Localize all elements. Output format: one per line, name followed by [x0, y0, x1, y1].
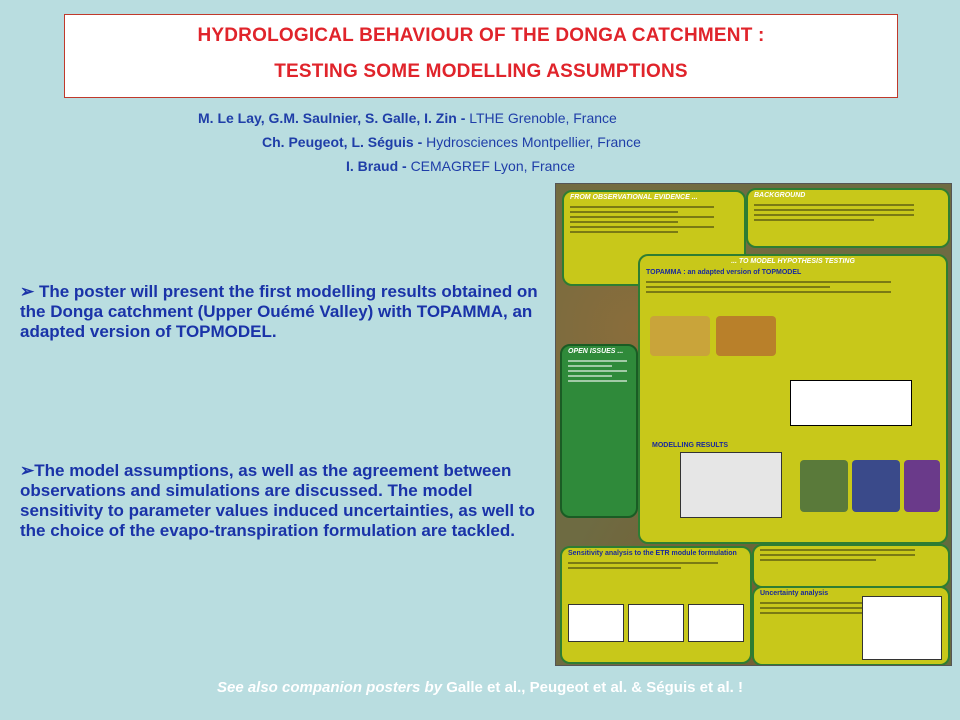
saturation-map-1 [800, 460, 848, 512]
panel-sensitivity-heading: Sensitivity analysis to the ETR module formulation [568, 550, 737, 557]
author-line-1 [198, 110, 617, 126]
model-schematic [790, 380, 912, 426]
footer-prefix: See also companion posters by [216, 679, 447, 696]
summary-paragraph-2: ➢The model assumptions, as well as the agreement between observations and simulations are discussed. The model sensitivity to parameter values induced uncertainties, as well to the choice of the evapo-transpiration formulation are tackled. [20, 461, 535, 540]
panel-agreement [752, 544, 950, 588]
hydrograph-plot [680, 452, 782, 518]
footer-author-3: Séguis et al. [646, 679, 734, 696]
poster-thumbnail [555, 183, 952, 666]
saturation-map-2 [852, 460, 900, 512]
author-line-2 [262, 134, 641, 150]
panel-sensitivity [560, 546, 752, 664]
panel-uncertainty [752, 586, 950, 666]
panel-topamma-heading: TOPAMMA : an adapted version of TOPMODEL [646, 269, 802, 276]
author-line-3 [346, 158, 575, 174]
author-affiliation-1: LTHE Grenoble, France [469, 110, 617, 126]
author-names-2: Ch. Peugeot, L. Séguis - [262, 134, 427, 150]
author-affiliation-2: Hydrosciences Montpellier, France [426, 134, 641, 150]
author-names-3: I. Braud - [346, 158, 411, 174]
sensitivity-plot-1 [568, 604, 624, 642]
footer-sep-2: & [627, 679, 647, 696]
saturation-map-3 [904, 460, 940, 512]
panel-open-issues [560, 344, 638, 518]
sensitivity-plot-3 [688, 604, 744, 642]
panel-background-heading: BACKGROUND [754, 192, 806, 199]
footer-author-1: Galle et al. [446, 679, 522, 696]
summary-paragraph-1: ➢ The poster will present the first modelling results obtained on the Donga catchment (Upper Ouémé Valley) with TOPAMMA, an adapted version of TOPMODEL. [20, 282, 538, 341]
footer-author-2: Peugeot et al. [529, 679, 628, 696]
catchment-map-2 [716, 316, 776, 356]
uncertainty-plot [862, 596, 942, 660]
panel-hypothesis [638, 254, 948, 544]
panel-uncertainty-heading: Uncertainty analysis [760, 590, 829, 597]
title-box [64, 14, 898, 98]
panel-background [746, 188, 950, 248]
footer-note [0, 679, 960, 696]
footer-suffix: ! [733, 679, 744, 696]
panel-open-issues-heading: OPEN ISSUES ... [568, 348, 624, 355]
author-names-1: M. Le Lay, G.M. Saulnier, S. Galle, I. Zin - [198, 110, 470, 126]
footer-sep-1: , [521, 679, 530, 696]
title-line-1: HYDROLOGICAL BEHAVIOUR OF THE DONGA CATCHMENT : [197, 25, 765, 46]
panel-observational-heading: FROM OBSERVATIONAL EVIDENCE ... [570, 194, 698, 201]
sensitivity-plot-2 [628, 604, 684, 642]
title-line-2: TESTING SOME MODELLING ASSUMPTIONS [274, 61, 688, 82]
panel-hypothesis-heading: ... TO MODEL HYPOTHESIS TESTING [731, 258, 855, 265]
panel-modelling-results-heading: MODELLING RESULTS [652, 442, 729, 449]
catchment-map-1 [650, 316, 710, 356]
author-affiliation-3: CEMAGREF Lyon, France [410, 158, 575, 174]
